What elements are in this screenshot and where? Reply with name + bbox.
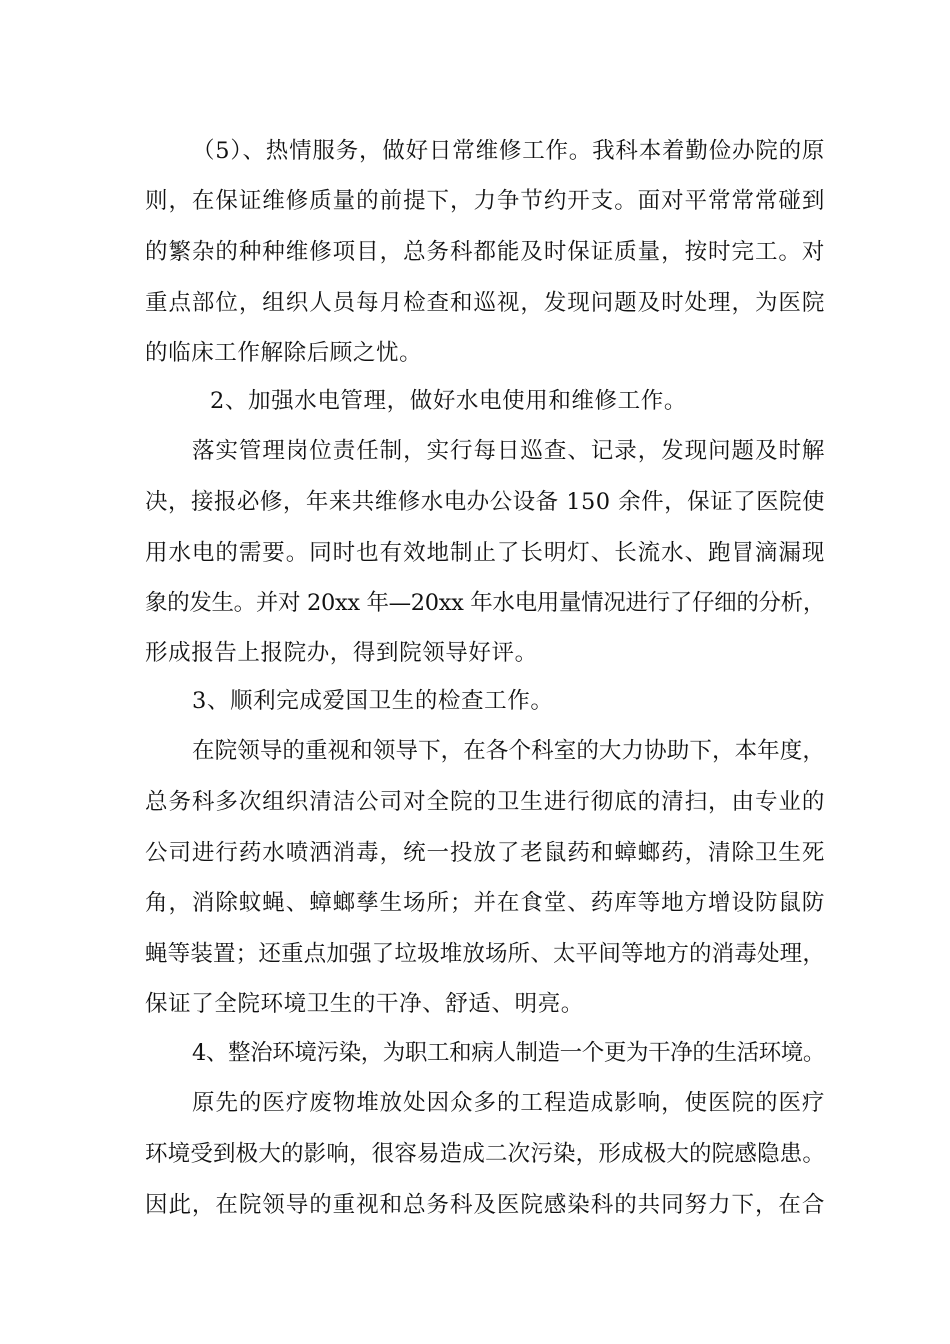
paragraph-2-line-2: 决，接报必修，年来共维修水电办公设备 150 余件，保证了医院使 (145, 489, 825, 515)
paragraph-5-line-1: （5）、热情服务，做好日常维修工作。我科本着勤俭办院的原 (192, 138, 825, 164)
paragraph-3-line-1: 在院领导的重视和领导下，在各个科室的大力协助下，本年度， (192, 738, 825, 764)
paragraph-2-line-1: 落实管理岗位责任制，实行每日巡查、记录，发现问题及时解 (192, 438, 825, 464)
heading-3: 3、顺利完成爱国卫生的检查工作。 (192, 688, 554, 714)
paragraph-2-line-4: 象的发生。并对 20xx 年—20xx 年水电用量情况进行了仔细的分析， (145, 590, 825, 616)
paragraph-3-line-2: 总务科多次组织清洁公司对全院的卫生进行彻底的清扫，由专业的 (145, 789, 825, 815)
paragraph-4-line-3: 因此，在院领导的重视和总务科及医院感染科的共同努力下，在合 (145, 1192, 825, 1218)
paragraph-5-line-5: 的临床工作解除后顾之忧。 (145, 340, 423, 366)
paragraph-3-line-6: 保证了全院环境卫生的干净、舒适、明亮。 (145, 991, 584, 1017)
paragraph-5-line-3: 的繁杂的种种维修项目，总务科都能及时保证质量，按时完工。对 (145, 239, 825, 265)
paragraph-4-line-2: 环境受到极大的影响，很容易造成二次污染，形成极大的院感隐患。 (145, 1141, 826, 1167)
paragraph-5-line-2: 则，在保证维修质量的前提下，力争节约开支。面对平常常常碰到 (145, 188, 825, 214)
heading-2: 2、加强水电管理，做好水电使用和维修工作。 (210, 388, 687, 414)
paragraph-3-line-4: 角，消除蚊蝇、蟑螂孳生场所；并在食堂、药库等地方增设防鼠防 (145, 890, 825, 916)
paragraph-3-line-3: 公司进行药水喷洒消毒，统一投放了老鼠药和蟑螂药，清除卫生死 (145, 840, 825, 866)
paragraph-2-line-3: 用水电的需要。同时也有效地制止了长明灯、长流水、跑冒滴漏现 (145, 540, 825, 566)
heading-4: 4、整治环境污染，为职工和病人制造一个更为干净的生活环境。 (192, 1040, 825, 1066)
paragraph-2-line-5: 形成报告上报院办，得到院领导好评。 (145, 640, 538, 666)
paragraph-5-line-4: 重点部位，组织人员每月检查和巡视，发现问题及时处理，为医院 (145, 290, 825, 316)
paragraph-4-line-1: 原先的医疗废物堆放处因众多的工程造成影响，使医院的医疗 (192, 1090, 825, 1116)
paragraph-3-line-5: 蝇等装置；还重点加强了垃圾堆放场所、太平间等地方的消毒处理， (145, 941, 826, 967)
